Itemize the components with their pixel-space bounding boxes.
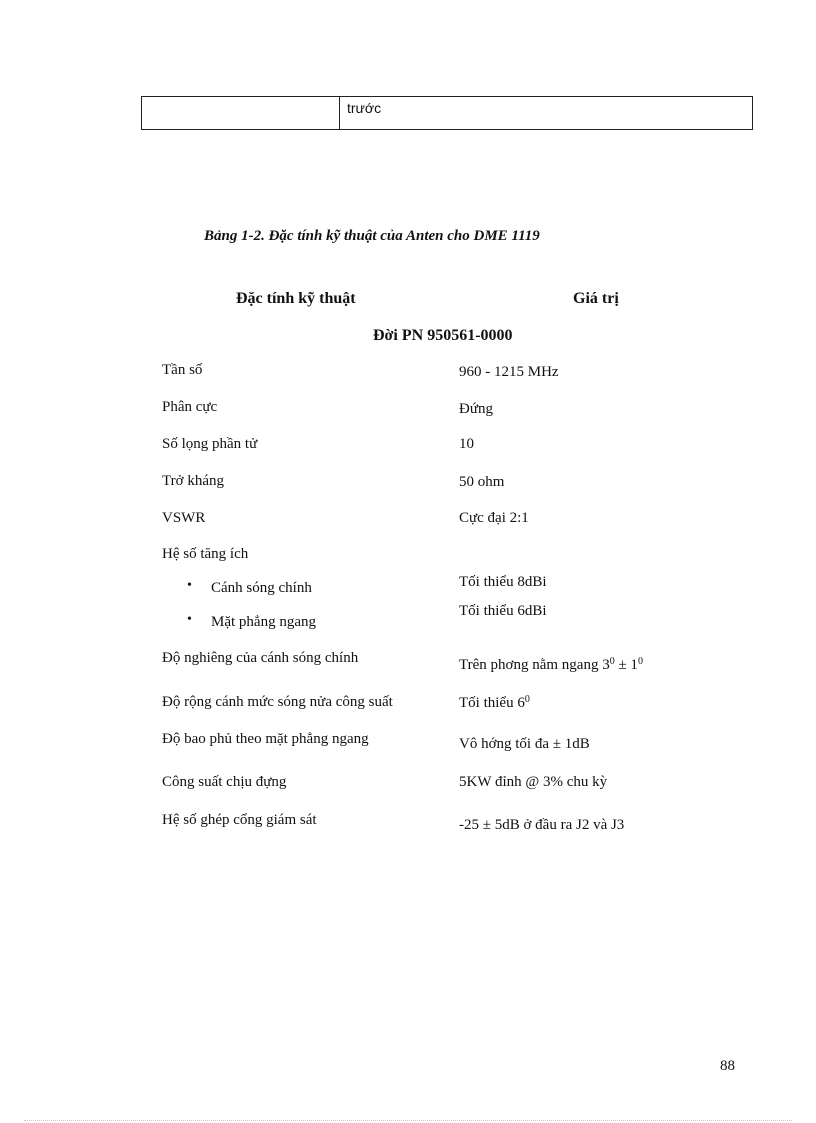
row-label-monitor-coupling: Hệ số ghép cổng giám sát bbox=[162, 812, 317, 828]
row-value-tilt: Trên phơng nằm ngang $3^0 \pm 1^0$ bbox=[459, 656, 643, 673]
header-value: Giá trị bbox=[573, 290, 619, 307]
row-value-coverage: Vô hớng tối đa ± 1dB bbox=[459, 736, 590, 752]
row-value-power: 5KW đỉnh @ 3% chu kỳ bbox=[459, 774, 608, 790]
footer-divider bbox=[24, 1120, 792, 1121]
row-value-impedance: 50 ohm bbox=[459, 474, 505, 490]
row-label-gain: Hệ số tăng ích bbox=[162, 546, 249, 562]
row-label-beamwidth: Độ rộng cánh mức sóng nửa công suất bbox=[162, 694, 393, 710]
row-value-monitor-coupling: -25 ± 5dB ở đầu ra J2 và J3 bbox=[459, 817, 625, 833]
row-value-horizontal-plane: Tối thiểu 6dBi bbox=[459, 603, 547, 619]
row-value-vswr: Cực đại 2:1 bbox=[459, 510, 529, 526]
row-value-element-count: 10 bbox=[459, 436, 474, 452]
row-label-element-count: Số lọng phần tử bbox=[162, 436, 258, 452]
row-value-beamwidth: Tối thiểu $6^0$ bbox=[459, 694, 530, 711]
table-column-divider bbox=[339, 97, 340, 129]
page-number: 88 bbox=[720, 1058, 735, 1074]
row-label-tilt: Độ nghiêng của cánh sóng chính bbox=[162, 650, 359, 666]
row-label-coverage: Độ bao phủ theo mặt phẳng ngang bbox=[162, 731, 369, 747]
table-caption: Bảng 1-2. Đặc tính kỹ thuật của Anten cho DME 1119 bbox=[204, 228, 540, 244]
row-value-main-lobe: Tối thiểu 8dBi bbox=[459, 574, 547, 590]
row-value-frequency: 960 - 1215 MHz bbox=[459, 364, 559, 380]
row-label-impedance: Trở kháng bbox=[162, 473, 224, 489]
table-cell-text: trước bbox=[347, 100, 382, 116]
bullet-icon: • bbox=[187, 612, 192, 627]
row-label-vswr: VSWR bbox=[162, 510, 206, 526]
bullet-icon: • bbox=[187, 578, 192, 593]
header-characteristic: Đặc tính kỹ thuật bbox=[236, 290, 356, 307]
row-label-main-lobe: Cánh sóng chính bbox=[211, 580, 312, 596]
row-label-polarization: Phân cực bbox=[162, 399, 218, 415]
model-number: Đời PN 950561-0000 bbox=[373, 327, 513, 344]
row-label-power: Công suất chịu đựng bbox=[162, 774, 287, 790]
row-value-polarization: Đứng bbox=[459, 401, 493, 417]
continued-table bbox=[141, 96, 753, 130]
row-label-horizontal-plane: Mặt phẳng ngang bbox=[211, 614, 316, 630]
row-label-frequency: Tần số bbox=[162, 362, 203, 378]
